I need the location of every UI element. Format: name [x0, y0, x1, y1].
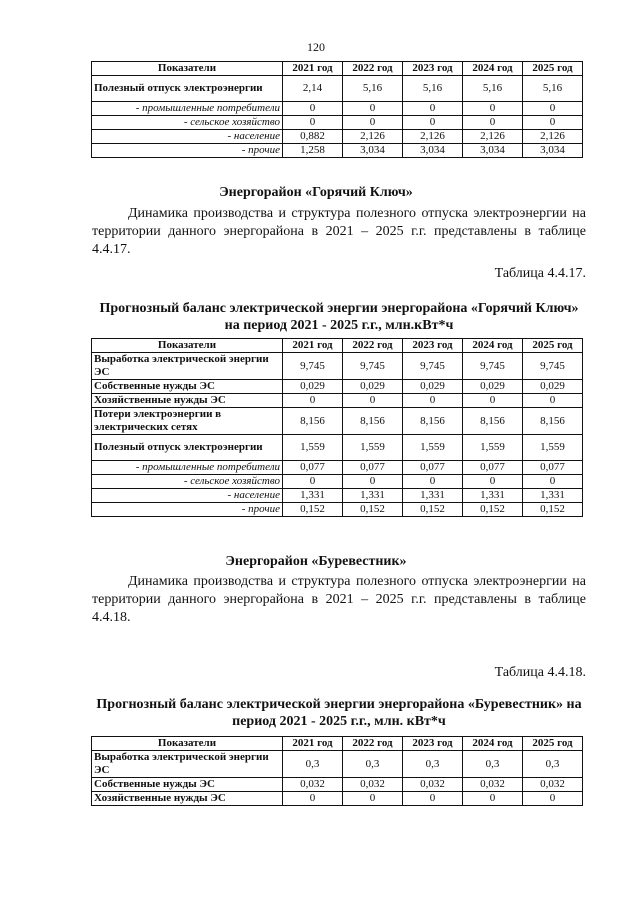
cell-value: 0 — [283, 792, 343, 806]
table-title-burevestnik: Прогнозный баланс электрической энергии энергорайона «Буревестник» на период 2021 - 2025 г.г., млн. кВт*ч — [96, 697, 582, 729]
cell-value: 5,16 — [463, 76, 523, 102]
cell-value: 0 — [523, 792, 583, 806]
cell-value: 2,126 — [403, 130, 463, 144]
cell-value: 9,745 — [463, 353, 523, 380]
cell-value: 0 — [343, 475, 403, 489]
cell-value: 9,745 — [403, 353, 463, 380]
cell-value: 0,077 — [283, 461, 343, 475]
cell-value: 5,16 — [343, 76, 403, 102]
table-row — [92, 489, 583, 503]
cell-value: 1,331 — [403, 489, 463, 503]
section-title-burevestnik: Энергорайон «Буревестник» — [225, 554, 407, 569]
table-header-row — [92, 737, 583, 751]
cell-value: 5,16 — [523, 76, 583, 102]
cell-value: 0,029 — [523, 380, 583, 394]
table-row — [92, 130, 583, 144]
cell-value: 0,029 — [463, 380, 523, 394]
header-year: 2025 год — [523, 62, 583, 76]
cell-value: 0,029 — [283, 380, 343, 394]
cell-value: 1,331 — [283, 489, 343, 503]
cell-value: 0,032 — [283, 778, 343, 792]
header-indicator: Показатели — [92, 737, 283, 751]
cell-value: 5,16 — [403, 76, 463, 102]
cell-value: 2,14 — [283, 76, 343, 102]
table-row — [92, 353, 583, 380]
cell-value: 0 — [283, 116, 343, 130]
table-caption-4-4-17: Таблица 4.4.17. — [494, 266, 586, 281]
table-caption-4-4-18: Таблица 4.4.18. — [494, 665, 586, 680]
cell-value: 0,032 — [403, 778, 463, 792]
table-row — [92, 503, 583, 517]
table-row — [92, 394, 583, 408]
table-row — [92, 435, 583, 461]
section-paragraph-burevestnik: Динамика производства и структура полезного отпуска электроэнергии на территории данного энергорайона в 2021 – 2025 г.г. представлены в таблице 4.4.18. — [92, 574, 586, 625]
header-year: 2021 год — [283, 62, 343, 76]
row-label: Выработка электрической энергии ЭС — [92, 353, 283, 380]
cell-value: 0,077 — [403, 461, 463, 475]
cell-value: 0,152 — [283, 503, 343, 517]
header-year: 2023 год — [403, 339, 463, 353]
row-label: Полезный отпуск электроэнергии — [92, 76, 283, 102]
cell-value: 1,559 — [343, 435, 403, 461]
table-energy-balance-burevestnik — [91, 736, 583, 806]
table-row — [92, 778, 583, 792]
cell-value: 0,032 — [343, 778, 403, 792]
cell-value: 8,156 — [283, 408, 343, 435]
cell-value: 8,156 — [343, 408, 403, 435]
section-paragraph-goryachiy-klyuch: Динамика производства и структура полезного отпуска электроэнергии на территории данного энергорайона в 2021 – 2025 г.г. представлены в таблице 4.4.17. — [92, 206, 586, 257]
cell-value: 0 — [343, 102, 403, 116]
cell-value: 1,258 — [283, 144, 343, 158]
cell-value: 1,559 — [283, 435, 343, 461]
header-year: 2021 год — [283, 737, 343, 751]
cell-value: 0 — [403, 102, 463, 116]
row-label: - промышленные потребители — [92, 461, 283, 475]
cell-value: 0,029 — [403, 380, 463, 394]
header-year: 2024 год — [463, 737, 523, 751]
cell-value: 3,034 — [343, 144, 403, 158]
cell-value: 0 — [403, 394, 463, 408]
cell-value: 8,156 — [523, 408, 583, 435]
cell-value: 0 — [523, 116, 583, 130]
row-label: Потери электроэнергии в электрических сетях — [92, 408, 283, 435]
row-label: Полезный отпуск электроэнергии — [92, 435, 283, 461]
table-row — [92, 76, 583, 102]
cell-value: 1,331 — [343, 489, 403, 503]
header-year: 2025 год — [523, 339, 583, 353]
table-energy-balance-1 — [91, 61, 583, 158]
cell-value: 0 — [283, 475, 343, 489]
row-label: - население — [92, 489, 283, 503]
cell-value: 0,882 — [283, 130, 343, 144]
row-label: - сельское хозяйство — [92, 116, 283, 130]
row-label: Хозяйственные нужды ЭС — [92, 792, 283, 806]
header-indicator: Показатели — [92, 62, 283, 76]
table-title-goryachiy-klyuch: Прогнозный баланс электрической энергии энергорайона «Горячий Ключ» на период 2021 - 2025 г.г., млн.кВт*ч — [99, 301, 579, 333]
cell-value: 3,034 — [463, 144, 523, 158]
cell-value: 0,152 — [343, 503, 403, 517]
cell-value: 0,3 — [463, 751, 523, 778]
cell-value: 0 — [403, 792, 463, 806]
table-row — [92, 792, 583, 806]
cell-value: 0 — [343, 394, 403, 408]
cell-value: 1,559 — [523, 435, 583, 461]
table-row — [92, 144, 583, 158]
cell-value: 0,152 — [403, 503, 463, 517]
cell-value: 0 — [523, 394, 583, 408]
cell-value: 0,029 — [343, 380, 403, 394]
row-label: - сельское хозяйство — [92, 475, 283, 489]
page-number: 120 — [307, 40, 325, 54]
cell-value: 1,331 — [463, 489, 523, 503]
cell-value: 0 — [343, 792, 403, 806]
cell-value: 0,077 — [343, 461, 403, 475]
cell-value: 0 — [463, 102, 523, 116]
cell-value: 0,3 — [283, 751, 343, 778]
header-year: 2023 год — [403, 737, 463, 751]
row-label: Собственные нужды ЭС — [92, 380, 283, 394]
header-year: 2022 год — [343, 339, 403, 353]
cell-value: 0 — [283, 394, 343, 408]
row-label: - прочие — [92, 144, 283, 158]
cell-value: 0,152 — [523, 503, 583, 517]
header-year: 2021 год — [283, 339, 343, 353]
table-row — [92, 475, 583, 489]
table-row — [92, 116, 583, 130]
header-indicator: Показатели — [92, 339, 283, 353]
cell-value: 0,3 — [523, 751, 583, 778]
cell-value: 0 — [523, 475, 583, 489]
cell-value: 0 — [403, 116, 463, 130]
section-title-goryachiy-klyuch: Энергорайон «Горячий Ключ» — [219, 185, 413, 200]
table-row — [92, 408, 583, 435]
cell-value: 1,559 — [463, 435, 523, 461]
cell-value: 0 — [463, 394, 523, 408]
table-row — [92, 102, 583, 116]
table-header-row — [92, 339, 583, 353]
cell-value: 0 — [463, 116, 523, 130]
table-row — [92, 461, 583, 475]
cell-value: 0,077 — [463, 461, 523, 475]
cell-value: 0 — [283, 102, 343, 116]
row-label: - население — [92, 130, 283, 144]
table-energy-balance-goryachiy-klyuch — [91, 338, 583, 517]
cell-value: 0,032 — [523, 778, 583, 792]
header-year: 2023 год — [403, 62, 463, 76]
row-label: - промышленные потребители — [92, 102, 283, 116]
header-year: 2022 год — [343, 737, 403, 751]
cell-value: 8,156 — [463, 408, 523, 435]
header-year: 2024 год — [463, 62, 523, 76]
cell-value: 0,152 — [463, 503, 523, 517]
cell-value: 1,559 — [403, 435, 463, 461]
cell-value: 8,156 — [403, 408, 463, 435]
row-label: Собственные нужды ЭС — [92, 778, 283, 792]
cell-value: 0,077 — [523, 461, 583, 475]
cell-value: 3,034 — [403, 144, 463, 158]
cell-value: 0,032 — [463, 778, 523, 792]
cell-value: 0,3 — [403, 751, 463, 778]
header-year: 2022 год — [343, 62, 403, 76]
cell-value: 3,034 — [523, 144, 583, 158]
row-label: Хозяйственные нужды ЭС — [92, 394, 283, 408]
cell-value: 0 — [463, 792, 523, 806]
header-year: 2025 год — [523, 737, 583, 751]
cell-value: 2,126 — [463, 130, 523, 144]
table-header-row — [92, 62, 583, 76]
cell-value: 2,126 — [523, 130, 583, 144]
cell-value: 0 — [463, 475, 523, 489]
cell-value: 1,331 — [523, 489, 583, 503]
table-row — [92, 751, 583, 778]
row-label: Выработка электрической энергии ЭС — [92, 751, 283, 778]
cell-value: 2,126 — [343, 130, 403, 144]
cell-value: 0,3 — [343, 751, 403, 778]
cell-value: 9,745 — [523, 353, 583, 380]
cell-value: 0 — [523, 102, 583, 116]
cell-value: 9,745 — [283, 353, 343, 380]
cell-value: 0 — [403, 475, 463, 489]
cell-value: 0 — [343, 116, 403, 130]
header-year: 2024 год — [463, 339, 523, 353]
cell-value: 9,745 — [343, 353, 403, 380]
table-row — [92, 380, 583, 394]
row-label: - прочие — [92, 503, 283, 517]
